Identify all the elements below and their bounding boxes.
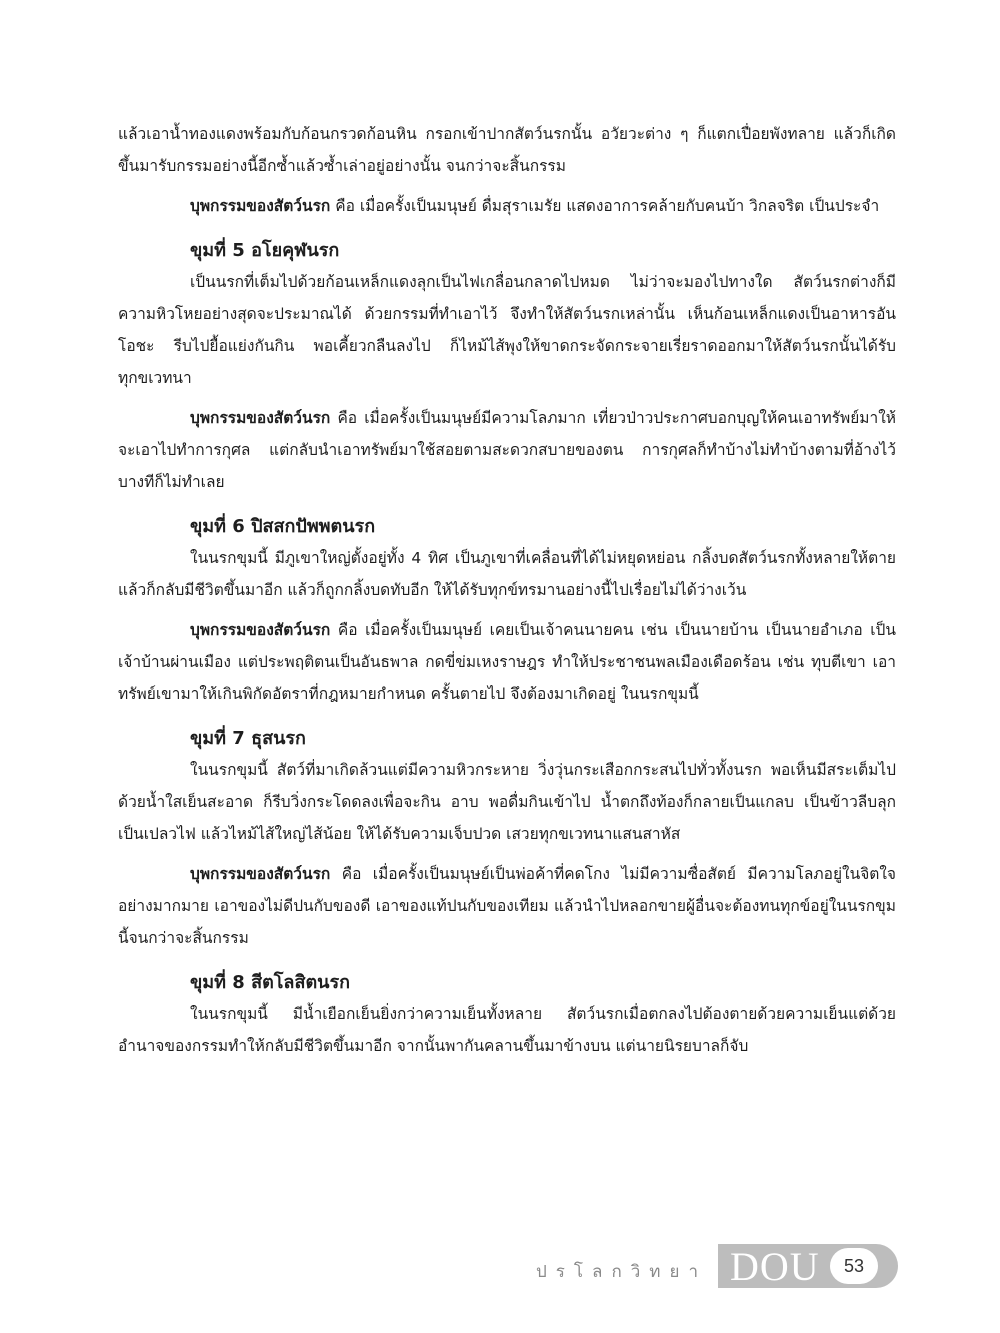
- section-heading: ขุมที่ 7 ธุสนรก: [190, 728, 306, 749]
- paragraph-text: คือ เมื่อครั้งเป็นมนุษย์ เคยเป็นเจ้าคนนายคน เช่น เป็นนายบ้าน เป็นนายอำเภอ เป็นเจ้าบ้านผ่านเมือง แต่ประพฤติตนเป็นอันธพาล กดขี่ข่มเหงราษฎร ทำให้ประชาชนพลเมืองเดือดร้อน เช่น ทุบตีเขา เอาทรัพย์เขามาให้เกินพิกัดอัตราที่กฎหมายกำหนด ครั้นตายไป จึงต้องมาเกิดอยู่ ในนรกขุมนี้: [118, 621, 896, 703]
- paragraph: [118, 998, 896, 1062]
- paragraph-text: ในนรกขุมนี้ มีภูเขาใหญ่ตั้งอยู่ทั้ง 4 ทิศ เป็นภูเขาที่เคลื่อนที่ได้ไม่หยุดหย่อน กลิ้งบดสัตว์นรกทั้งหลายให้ตาย แล้วก็กลับมีชีวิตขึ้นมาอีก แล้วก็ถูกกลิ้งบดทับอีก ให้ได้รับทุกข์ทรมานอย่างนี้ไปเรื่อยไม่ได้ว่างเว้น: [118, 549, 896, 599]
- paragraph: [118, 266, 896, 394]
- paragraph: [118, 402, 896, 498]
- dou-badge: [718, 1244, 898, 1288]
- section-heading: ขุมที่ 5 อโยคุฬนรก: [190, 240, 340, 261]
- paragraph-text: เป็นนรกที่เต็มไปด้วยก้อนเหล็กแดงลุกเป็นไฟเกลื่อนกลาดไปหมด ไม่ว่าจะมองไปทางใด สัตว์นรกต่างก็มีความหิวโหยอย่างสุดจะประมาณได้ ด้วยกรรมที่ทำเอาไว้ จึงทำให้สัตว์นรกเหล่านั้น เห็นก้อนเหล็กแดงเป็นอาหารอันโอชะ รีบไปยื้อแย่งกันกิน พอเคี้ยวกลืนลงไป ก็ไหม้ไส้พุงให้ขาดกระจัดกระจายเรี่ยราดออกมาให้สัตว์นรกนั้นได้รับทุกขเวทนา: [118, 273, 896, 387]
- paragraph: [118, 118, 896, 182]
- paragraph: [118, 190, 896, 222]
- page-footer: [520, 1244, 900, 1290]
- page-body: [118, 118, 896, 1070]
- paragraph-lead: บุพกรรมของสัตว์นรก: [190, 621, 331, 639]
- paragraph-text: แล้วเอาน้ำทองแดงพร้อมกับก้อนกรวดก้อนหิน กรอกเข้าปากสัตว์นรกนั้น อวัยวะต่าง ๆ ก็แตกเปื่อยพังทลาย แล้วก็เกิดขึ้นมารับกรรมอย่างนี้อีกซ้ำแล้วซ้ำเล่าอยู่อย่างนั้น จนกว่าจะสิ้นกรรม: [118, 125, 896, 175]
- paragraph-text: คือ เมื่อครั้งเป็นมนุษย์ ดื่มสุราเมรัย แสดงอาการคล้ายกับคนบ้า วิกลจริต เป็นประจำ: [330, 197, 880, 215]
- paragraph-lead: บุพกรรมของสัตว์นรก: [190, 865, 331, 883]
- section-heading: ขุมที่ 6 ปิสสกปัพพตนรก: [190, 516, 376, 537]
- paragraph-text: คือ เมื่อครั้งเป็นมนุษย์มีความโลภมาก เที่ยวป่าวประกาศบอกบุญให้คนเอาทรัพย์มาให้ จะเอาไปทำการกุศล แต่กลับนำเอาทรัพย์มาใช้สอยตามสะดวกสบายของตน การกุศลก็ทำบ้างไม่ทำบ้างตามที่อ้างไว้ บางทีก็ไม่ทำเลย: [118, 409, 896, 491]
- paragraph-text: ในนรกขุมนี้ มีน้ำเยือกเย็นยิ่งกว่าความเย็นทั้งหลาย สัตว์นรกเมื่อตกลงไปต้องตายด้วยความเย็นแต่ด้วยอำนาจของกรรมทำให้กลับมีชีวิตขึ้นมาอีก จากนั้นพากันคลานขึ้นมาข้างบน แต่นายนิรยบาลก็จับ: [118, 1005, 896, 1055]
- paragraph: [118, 858, 896, 954]
- page-number: 53: [830, 1248, 878, 1284]
- paragraph-text: คือ เมื่อครั้งเป็นมนุษย์เป็นพ่อค้าที่คดโกง ไม่มีความซื่อสัตย์ มีความโลภอยู่ในจิตใจอย่างมากมาย เอาของไม่ดีปนกับของดี เอาของแท้ปนกับของเทียม แล้วนำไปหลอกขายผู้อื่นจะต้องทนทุกข์อยู่ในนรกขุมนี้จนกว่าจะสิ้นกรรม: [118, 865, 896, 947]
- paragraph: [118, 542, 896, 606]
- book-title: ปรโลกวิทยา: [536, 1262, 708, 1282]
- section-heading: ขุมที่ 8 สีตโลสิตนรก: [190, 972, 351, 993]
- paragraph-lead: บุพกรรมของสัตว์นรก: [190, 409, 331, 427]
- paragraph-text: ในนรกขุมนี้ สัตว์ที่มาเกิดล้วนแต่มีความหิวกระหาย วิ่งวุ่นกระเสือกกระสนไปทั่วทั้งนรก พอเห็นมีสระเต็มไปด้วยน้ำใสเย็นสะอาด ก็รีบวิ่งกระโดดลงเพื่อจะกิน อาบ พอดื่มกินเข้าไป น้ำตกถึงท้องก็กลายเป็นแกลบ เป็นข้าวลีบลุกเป็นเปลวไฟ แล้วไหม้ไส้ใหญ่ไส้น้อย ให้ได้รับความเจ็บปวด เสวยทุกขเวทนาแสนสาหัส: [118, 761, 896, 843]
- dou-logo: DOU: [730, 1244, 820, 1289]
- paragraph: [118, 614, 896, 710]
- paragraph-lead: บุพกรรมของสัตว์นรก: [190, 197, 331, 215]
- paragraph: [118, 754, 896, 850]
